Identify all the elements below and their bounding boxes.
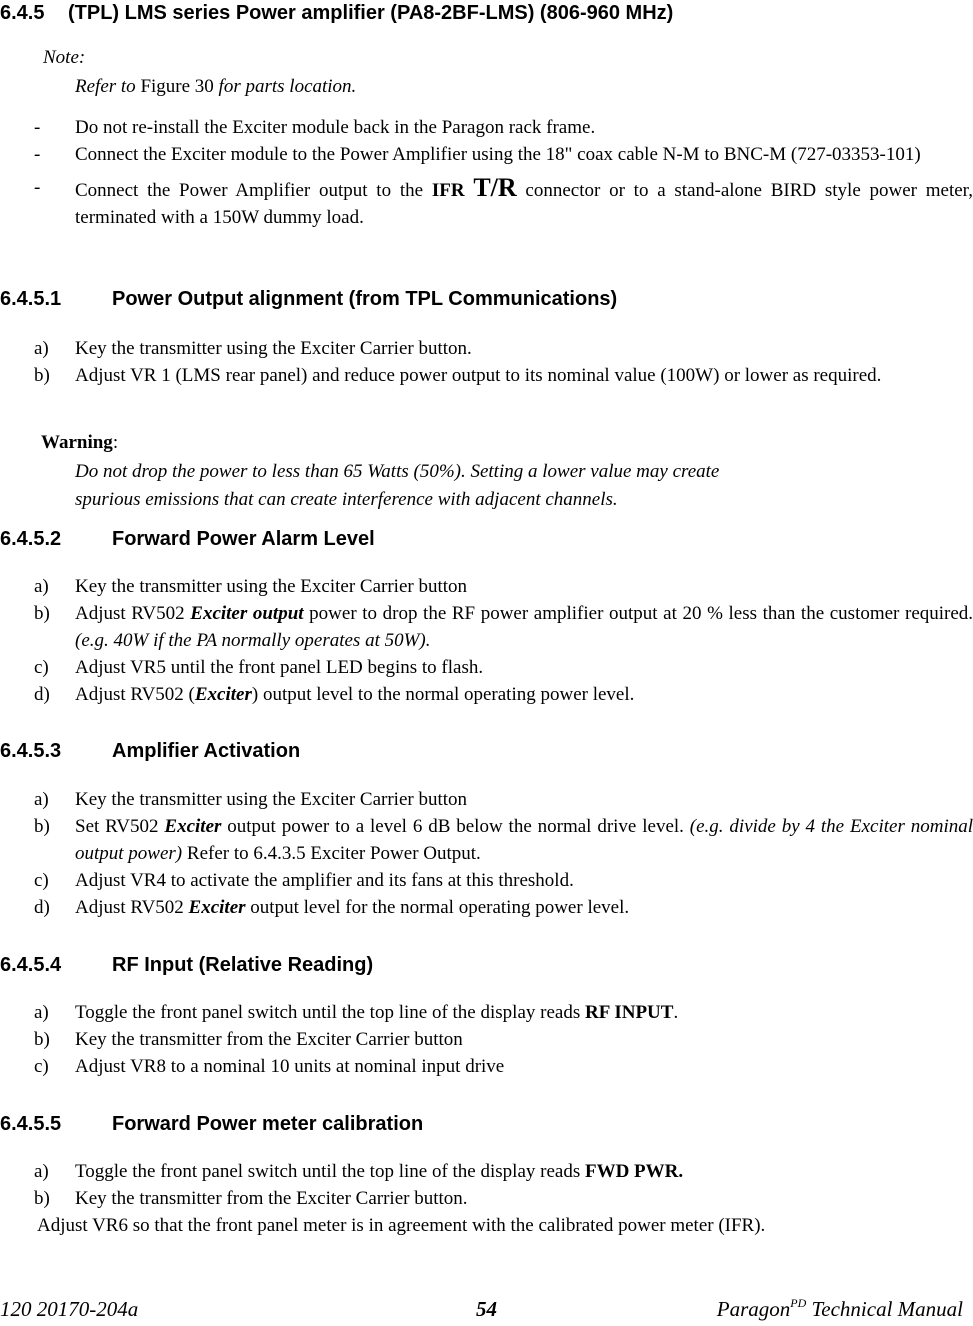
list-item: a) Key the transmitter using the Exciter Carrier button. [34,338,472,359]
list-item: a) Toggle the front panel switch until the top line of the display reads RF INPUT. [34,1002,679,1023]
warning-text: Do not drop the power to less than 65 Watts (50%). Setting a lower value may create spurious emissions that can create interference with adjacent channels. [75,461,720,510]
list-item: c) Adjust VR8 to a nominal 10 units at nominal input drive [34,1056,505,1077]
list-item: d) Adjust RV502 (Exciter) output level to the normal operating power level. [34,684,635,705]
figure-reference: Figure 30 [140,76,214,97]
list-item: a) Toggle the front panel switch until the top line of the display reads FWD PWR. [34,1161,684,1182]
warning-label: Warning: [41,432,119,453]
setup-list [34,114,973,231]
subsection-heading-fwd-power-calibration: 6.4.5.5 Forward Power meter calibration [0,1113,424,1135]
steps-alarm-level [34,573,973,708]
page-footer [0,1296,973,1322]
steps-fwd-power-calibration [34,1158,973,1212]
steps-power-output [34,335,973,389]
section-heading [0,1,673,25]
list-item: b) Adjust VR 1 (LMS rear panel) and reduce power output to its nominal value (100W) or lower as required. [34,365,882,386]
list-item: d) Adjust RV502 Exciter output level for the normal operating power level. [34,897,630,918]
list-item: - Connect the Exciter module to the Power Amplifier using the 18" coax cable N-M to BNC-M (727-03353-101) [34,144,921,165]
section-title: (TPL) LMS series Power amplifier (PA8-2BF-LMS) (806-960 MHz) [68,2,674,24]
final-instruction: Adjust VR6 so that the front panel meter is in agreement with the calibrated power meter (IFR). [37,1215,766,1236]
subsection-heading-power-output: 6.4.5.1 Power Output alignment (from TPL Communications) [0,288,618,310]
steps-amplifier-activation [34,786,973,921]
document-number: 120 20170-204a [0,1297,139,1321]
list-item: - Connect the Power Amplifier output to the IFR T/R connector or to a stand-alone BIRD style power meter, terminated with a 150W dummy load. [34,173,973,228]
list-item: c) Adjust VR4 to activate the amplifier and its fans at this threshold. [34,870,574,891]
list-item: c) Adjust VR5 until the front panel LED begins to flash. [34,657,484,678]
list-item: a) Key the transmitter using the Exciter Carrier button [34,576,468,597]
list-item: b) Set RV502 Exciter output power to a level 6 dB below the normal drive level. (e.g. divide by 4 the Exciter nominal output power) Refer to 6.4.3.5 Exciter Power Output. [34,816,973,864]
section-number: 6.4.5 [0,2,45,24]
page-number: 54 [476,1297,497,1321]
list-item: - Do not re-install the Exciter module back in the Paragon rack frame. [34,117,596,138]
subsection-heading-rf-input: 6.4.5.4 RF Input (Relative Reading) [0,954,374,976]
list-item: a) Key the transmitter using the Exciter Carrier button [34,789,468,810]
note-label: Note: [43,47,86,68]
list-item: b) Key the transmitter from the Exciter Carrier button. [34,1188,468,1209]
subsection-heading-alarm-level: 6.4.5.2 Forward Power Alarm Level [0,528,375,550]
list-item: b) Adjust RV502 Exciter output power to drop the RF power amplifier output at 20 % less than the customer required. (e.g. 40W if the PA normally operates at 50W). [34,603,973,651]
subsection-heading-amplifier-activation: 6.4.5.3 Amplifier Activation [0,740,301,762]
manual-title: Paragon$^{PD}$ Technical Manual [716,1296,963,1321]
note-text: Refer to Figure 30 for parts location. [75,76,357,97]
list-item: b) Key the transmitter from the Exciter Carrier button [34,1029,463,1050]
steps-rf-input [34,999,973,1080]
